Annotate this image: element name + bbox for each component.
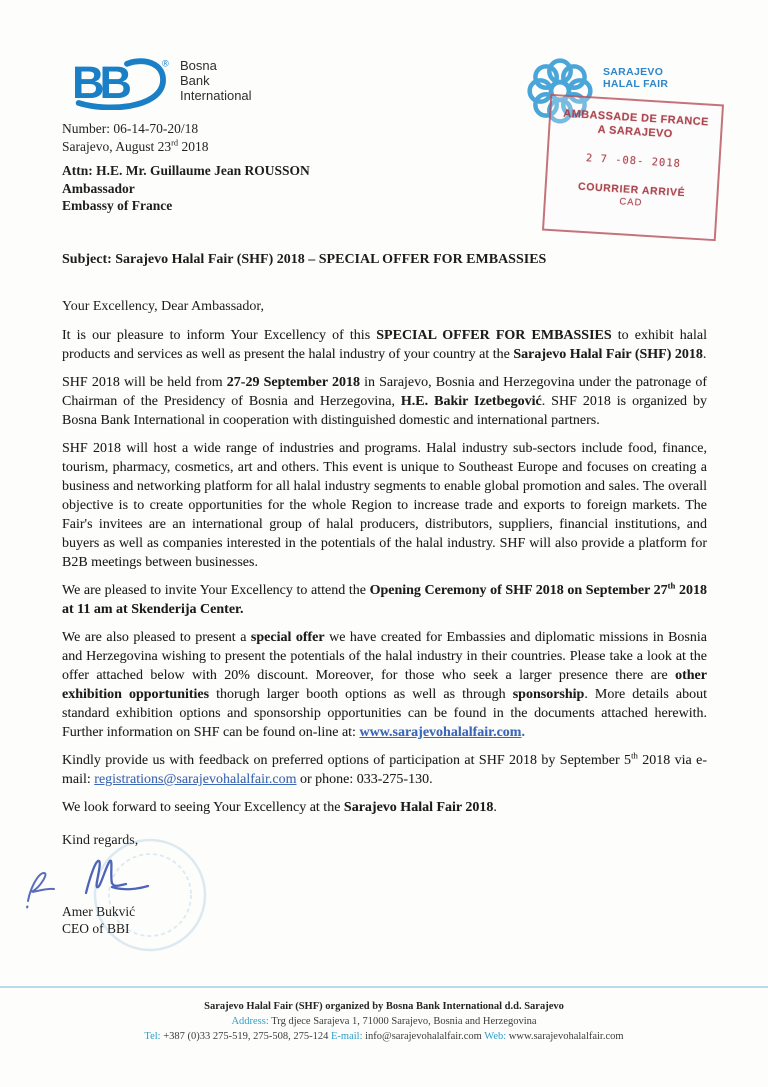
recipient-org: Embassy of France xyxy=(62,198,173,213)
svg-text:®: ® xyxy=(162,58,169,69)
inline-link[interactable]: registrations@sarajevohalalfair.com xyxy=(94,772,297,787)
date-year: 2018 xyxy=(178,138,209,154)
text-run: we have created for Embassies and diplomatic missions in Bosnia and Herzegovina wishing to present the potentials of the halal industry in their countries. Please take a look at the offer attached below with 20% discount. Moreover, for those who seek a larger presence there are xyxy=(62,630,707,683)
footer-email-label: E-mail: xyxy=(331,1031,363,1042)
text-run: We are also pleased to present a xyxy=(62,630,251,645)
stamp-org-line: AMBASSADE DE FRANCE xyxy=(562,107,710,129)
footer-email-value: info@sarajevohalalfair.com xyxy=(362,1031,485,1042)
text-run: 27-29 September 2018 xyxy=(226,375,360,390)
paragraph-industries xyxy=(62,439,707,572)
paragraph-look-forward xyxy=(62,798,707,817)
salutation: Your Excellency, Dear Ambassador, xyxy=(62,299,265,314)
paragraph-offer xyxy=(62,326,707,364)
text-run: . SHF 2018 is organized by Bosna Bank International in cooperation with distinguished domestic and international partners. xyxy=(62,394,707,428)
text-run: special offer xyxy=(250,630,325,645)
paragraph-special-offer xyxy=(62,628,707,742)
bbi-name-line: International xyxy=(180,88,252,103)
recipient-title: Ambassador xyxy=(62,180,135,196)
text-run: to exhibit halal products and services as well as present the halal industry of your country at the xyxy=(62,328,707,362)
arrival-stamp xyxy=(542,94,724,241)
text-run: We look forward to seeing Your Excellency at the xyxy=(62,800,344,815)
shf-logo-line: SARAJEVO xyxy=(603,66,664,78)
bbi-logo-icon xyxy=(72,56,172,115)
text-run: 2018 at 11 am at Skenderija Center. xyxy=(62,583,707,617)
text-run: H.E. Bakir Izetbegović xyxy=(400,394,542,409)
text-run: other exhibition opportunities xyxy=(62,668,707,702)
paragraph-feedback xyxy=(62,751,707,789)
text-run: . xyxy=(493,800,497,815)
text-run: . xyxy=(702,347,707,362)
text-run: Sarajevo Halal Fair (SHF) 2018 xyxy=(513,347,703,362)
footer-address-value: Trg djece Sarajeva 1, 71000 Sarajevo, Bosnia and Herzegovina xyxy=(268,1016,537,1027)
text-run: SHF 2018 will host a wide range of industries and programs. Halal industry sub-sectors include food, finance, tourism, pharmacy, cosmetics, art and others. This event is unique to Southeast Europe and focuses on creating a business and networking platform for all halal industry segments to enable global promotion and sales. The overall objective is to create opportunities for the whole Region to increase trade and exports to foreign markets. The Fair's invitees are an international group of halal producers, distributors, suppliers, financial institutions, and buyers as well as companies interested in the potentials of the halal industry. SHF will also provide a platform for B2B meetings between businesses. xyxy=(62,441,707,570)
footer-web-value: www.sarajevohalalfair.com xyxy=(506,1031,624,1042)
closing-block xyxy=(62,833,707,937)
text-run: SPECIAL OFFER FOR EMBASSIES xyxy=(376,328,612,343)
recipient-block xyxy=(62,162,310,215)
text-run: . More details about standard exhibition options and sponsorship opportunities can be found in the documents attached herewith. Further information on SHF can be found on-line at: xyxy=(62,687,707,740)
letter-footer xyxy=(0,986,768,1044)
footer-org-line: Sarajevo Halal Fair (SHF) organized by Bosna Bank International d.d. Sarajevo xyxy=(204,1001,564,1012)
recipient-attn: Attn: H.E. Mr. Guillaume Jean ROUSSON xyxy=(62,163,310,178)
text-run: th xyxy=(631,750,638,761)
subject-line: Subject: Sarajevo Halal Fair (SHF) 2018 – SPECIAL OFFER FOR EMBASSIES xyxy=(62,252,547,267)
shf-logo-line: HALAL FAIR xyxy=(603,78,669,90)
footer-contact-line xyxy=(0,1029,768,1044)
stamp-ref: CAD xyxy=(619,196,643,209)
footer-web-label: Web: xyxy=(484,1031,507,1042)
text-run: SHF 2018 will be held from xyxy=(62,375,227,390)
text-run: 2018 via e-mail: xyxy=(62,753,707,787)
text-run: It is our pleasure to inform Your Excellency of this xyxy=(62,328,377,343)
letter-meta xyxy=(62,120,208,155)
footer-tel-value: +387 (0)33 275-519, 275-508, 275-124 xyxy=(160,1031,332,1042)
paragraph-event-dates xyxy=(62,373,707,430)
text-run: th xyxy=(667,580,676,591)
text-run: We are pleased to invite Your Excellency to attend the xyxy=(62,583,370,598)
paragraph-opening-ceremony xyxy=(62,581,707,619)
date-line xyxy=(62,138,208,156)
footer-address-label: Address: xyxy=(231,1016,269,1027)
svg-text:BB: BB xyxy=(72,56,127,108)
stamp-date: 2 7 -08- 2018 xyxy=(585,152,682,170)
inline-link[interactable]: www.sarajevohalalfair.com xyxy=(359,725,522,740)
signature-area xyxy=(62,849,262,901)
letter-body xyxy=(62,252,707,937)
text-run: Kindly provide us with feedback on preferred options of participation at SHF 2018 by September 5 xyxy=(62,753,632,768)
date-ordinal: rd xyxy=(171,138,179,147)
letterhead xyxy=(72,56,252,115)
bbi-name-line: Bank xyxy=(180,73,210,88)
footer-tel-label: Tel: xyxy=(144,1031,161,1042)
text-run: thorugh larger booth options as well as through xyxy=(209,687,513,702)
handwritten-signature-icon xyxy=(68,849,188,906)
text-run: in Sarajevo, Bosnia and Herzegovina under the patronage of Chairman of the Presidency of Bosnia and Herzegovina, xyxy=(62,375,707,409)
signer-title: CEO of BBI xyxy=(62,921,130,936)
handwritten-initials-icon xyxy=(20,861,66,918)
shf-logo-text xyxy=(603,66,668,90)
text-run: or phone: 033-275-130. xyxy=(296,772,433,787)
bbi-name-line: Bosna xyxy=(180,58,217,73)
reference-number: Number: 06-14-70-20/18 xyxy=(62,121,199,136)
signer-name: Amer Bukvić xyxy=(62,904,136,919)
inline-link[interactable]: . xyxy=(521,725,525,740)
text-run: Sarajevo Halal Fair 2018 xyxy=(343,800,494,815)
text-run: Opening Ceremony of SHF 2018 on September 27 xyxy=(369,583,668,598)
text-run: sponsorship xyxy=(512,687,585,702)
date-prefix: Sarajevo, August 23 xyxy=(62,138,172,154)
stamp-org-line: A SARAJEVO xyxy=(597,123,674,141)
valediction: Kind regards, xyxy=(62,833,139,848)
bbi-name xyxy=(180,58,252,103)
footer-address-line xyxy=(0,1014,768,1029)
stamp-status: COURRIER ARRIVÉ xyxy=(577,180,686,200)
